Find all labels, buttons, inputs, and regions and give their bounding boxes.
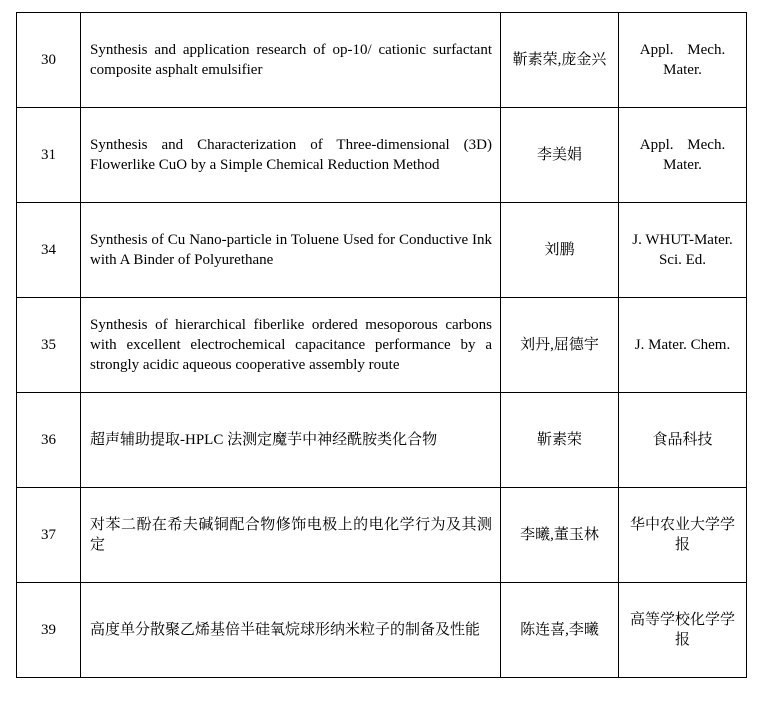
paper-title: Synthesis of hierarchical fiberlike ordered mesoporous carbons with excellent electrochemical capacitance performance by a strongly acidic aqueous cooperative assembly route bbox=[81, 298, 501, 393]
journal-name: J. WHUT-Mater. Sci. Ed. bbox=[619, 203, 747, 298]
row-number: 37 bbox=[17, 488, 81, 583]
table-row bbox=[17, 488, 747, 583]
paper-authors: 陈连喜,李曦 bbox=[501, 583, 619, 678]
paper-title: 高度单分散聚乙烯基倍半硅氧烷球形纳米粒子的制备及性能 bbox=[81, 583, 501, 678]
paper-authors: 李美娟 bbox=[501, 108, 619, 203]
table-row bbox=[17, 203, 747, 298]
journal-name: Appl. Mech. Mater. bbox=[619, 108, 747, 203]
journal-name: Appl. Mech. Mater. bbox=[619, 13, 747, 108]
paper-title: 对苯二酚在希夫碱铜配合物修饰电极上的电化学行为及其测定 bbox=[81, 488, 501, 583]
publication-table bbox=[16, 12, 747, 678]
row-number: 31 bbox=[17, 108, 81, 203]
row-number: 36 bbox=[17, 393, 81, 488]
paper-title: Synthesis and application research of op-10/ cationic surfactant composite asphalt emulsifier bbox=[81, 13, 501, 108]
paper-authors: 刘丹,屈德宇 bbox=[501, 298, 619, 393]
table-row bbox=[17, 583, 747, 678]
journal-name: J. Mater. Chem. bbox=[619, 298, 747, 393]
table-row bbox=[17, 393, 747, 488]
paper-title: Synthesis of Cu Nano-particle in Toluene Used for Conductive Ink with A Binder of Polyurethane bbox=[81, 203, 501, 298]
paper-title: Synthesis and Characterization of Three-dimensional (3D) Flowerlike CuO by a Simple Chemical Reduction Method bbox=[81, 108, 501, 203]
table-row bbox=[17, 298, 747, 393]
paper-title: 超声辅助提取-HPLC 法测定魔芋中神经酰胺类化合物 bbox=[81, 393, 501, 488]
row-number: 30 bbox=[17, 13, 81, 108]
paper-authors: 刘鹏 bbox=[501, 203, 619, 298]
paper-authors: 李曦,董玉林 bbox=[501, 488, 619, 583]
row-number: 35 bbox=[17, 298, 81, 393]
journal-name: 华中农业大学学报 bbox=[619, 488, 747, 583]
journal-name: 食品科技 bbox=[619, 393, 747, 488]
paper-authors: 靳素荣,庞金兴 bbox=[501, 13, 619, 108]
table-row bbox=[17, 13, 747, 108]
paper-authors: 靳素荣 bbox=[501, 393, 619, 488]
row-number: 34 bbox=[17, 203, 81, 298]
journal-name: 高等学校化学学报 bbox=[619, 583, 747, 678]
table-row bbox=[17, 108, 747, 203]
row-number: 39 bbox=[17, 583, 81, 678]
